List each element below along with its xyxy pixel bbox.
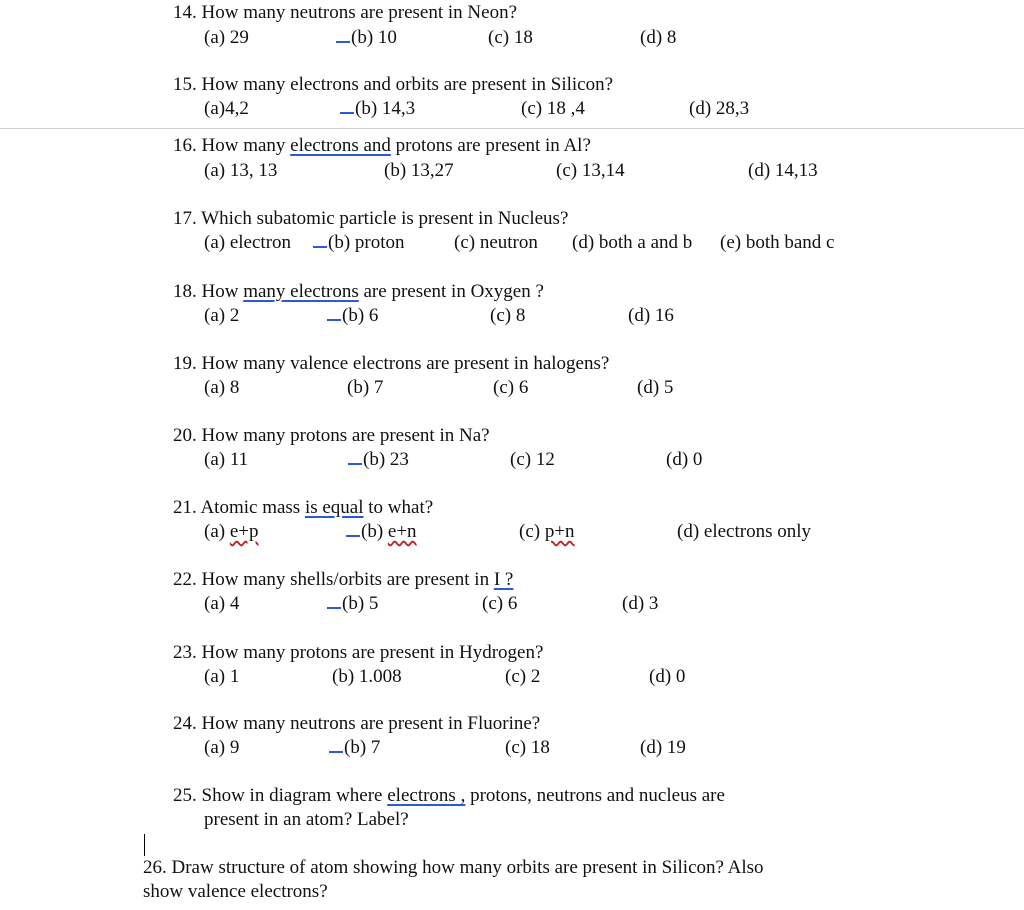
option-b: (b) 1.008: [332, 666, 402, 687]
option-a: (a) 8: [204, 377, 240, 398]
option-c: (c) 12: [510, 449, 555, 470]
option-b: (b) 14,3: [340, 98, 415, 120]
option-c: (c) 18: [488, 27, 533, 48]
option-d: (d) 14,13: [748, 160, 818, 181]
option-a: (a) e+p: [204, 521, 259, 542]
option-a: (a) 9: [204, 737, 240, 758]
question-stem: 19. How many valence electrons are present in halogens?: [173, 353, 610, 374]
page-divider: [0, 128, 1024, 129]
option-d: (d) 28,3: [689, 98, 750, 119]
option-c: (c) p+n: [519, 521, 575, 542]
option-a: (a) 29: [204, 27, 249, 48]
option-b: (b) 6: [327, 305, 378, 327]
option-c: (c) neutron: [454, 232, 538, 253]
option-e: (e) both band c: [720, 232, 835, 253]
question-stem: 24. How many neutrons are present in Fluorine?: [173, 713, 541, 734]
question-26-line2: show valence electrons?: [143, 881, 328, 902]
question-stem: 18. How many electrons are present in Oxygen ?: [173, 281, 544, 302]
option-b: (b) 10: [336, 27, 397, 49]
option-d: (d) 8: [640, 27, 677, 48]
option-d: (d) 16: [628, 305, 674, 326]
option-d: (d) both a and b: [572, 232, 693, 253]
question-stem: 22. How many shells/orbits are present in I ?: [173, 569, 514, 590]
option-a: (a) 4: [204, 593, 240, 614]
option-a: (a) 11: [204, 449, 249, 470]
option-c: (c) 8: [490, 305, 526, 326]
question-stem: 16. How many electrons and protons are present in Al?: [173, 135, 591, 156]
option-d: (d) electrons only: [677, 521, 812, 542]
option-c: (c) 18: [505, 737, 550, 758]
option-c: (c) 18 ,4: [521, 98, 585, 119]
option-c: (c) 6: [493, 377, 529, 398]
question-stem: 15. How many electrons and orbits are present in Silicon?: [173, 74, 614, 95]
option-c: (c) 6: [482, 593, 518, 614]
question-stem: 21. Atomic mass is equal to what?: [173, 497, 434, 518]
question-26-line1: 26. Draw structure of atom showing how many orbits are present in Silicon? Also: [143, 857, 764, 878]
option-b: (b) 7: [329, 737, 380, 759]
text-cursor: [144, 834, 145, 856]
option-b: (b) 5: [327, 593, 378, 615]
question-stem: 23. How many protons are present in Hydrogen?: [173, 642, 544, 663]
option-c: (c) 13,14: [556, 160, 625, 181]
option-c: (c) 2: [505, 666, 541, 687]
option-b: (b) proton: [313, 232, 405, 254]
question-25: 25. Show in diagram where electrons , protons, neutrons and nucleus are present in an atom? Label?: [173, 785, 725, 830]
option-d: (d) 0: [666, 449, 703, 470]
option-d: (d) 3: [622, 593, 659, 614]
option-b: (b) 13,27: [384, 160, 454, 181]
option-a: (a) 1: [204, 666, 240, 687]
option-a: (a)4,2: [204, 98, 249, 119]
option-a: (a) electron: [204, 232, 292, 253]
option-d: (d) 5: [637, 377, 674, 398]
option-b: (b) e+n: [346, 521, 417, 543]
option-b: (b) 23: [348, 449, 409, 471]
option-b: (b) 7: [347, 377, 384, 398]
question-25-line2: present in an atom? Label?: [204, 809, 409, 830]
question-stem: 14. How many neutrons are present in Neon?: [173, 2, 518, 23]
question-26: [143, 857, 764, 902]
option-d: (d) 0: [649, 666, 686, 687]
option-a: (a) 13, 13: [204, 160, 278, 181]
question-stem: 17. Which subatomic particle is present in Nucleus?: [173, 208, 569, 229]
question-stem: 20. How many protons are present in Na?: [173, 425, 490, 446]
option-a: (a) 2: [204, 305, 240, 326]
option-d: (d) 19: [640, 737, 686, 758]
